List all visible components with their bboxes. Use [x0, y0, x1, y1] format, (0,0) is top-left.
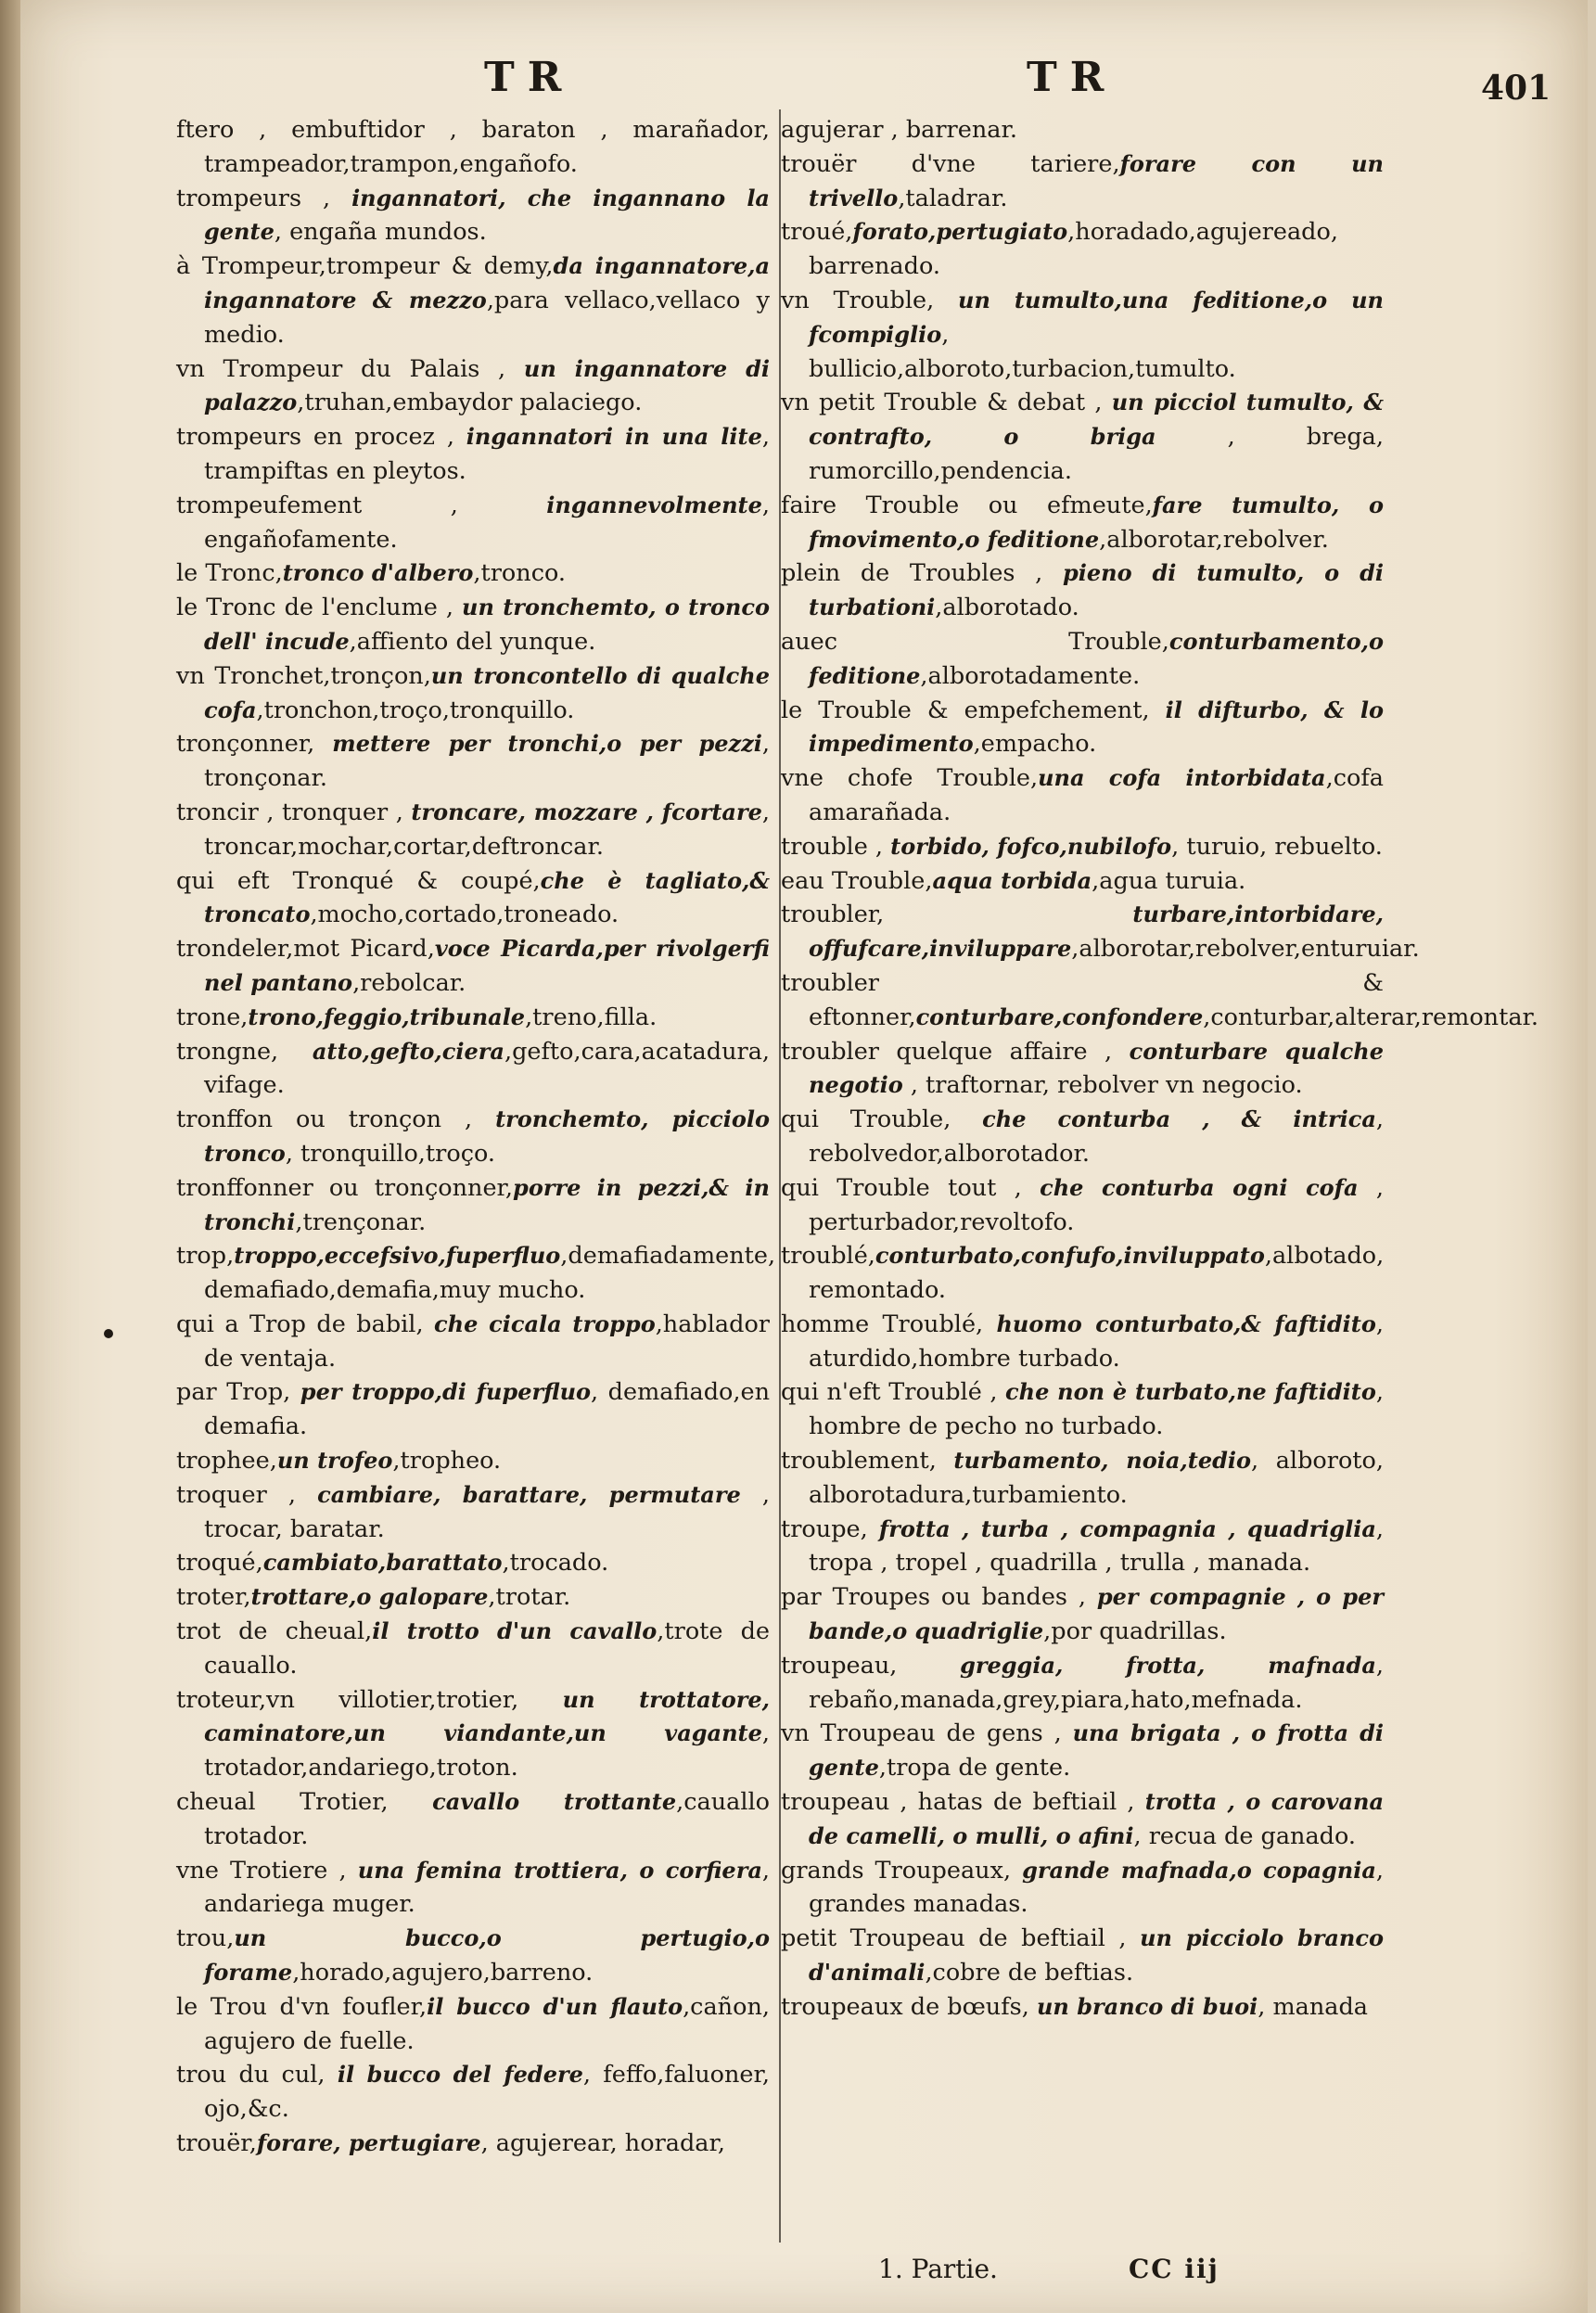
- entry-text: trouble ,: [781, 832, 891, 861]
- dictionary-entry: [176, 1546, 770, 1580]
- entry-text: trot de cheual,: [176, 1617, 373, 1646]
- entry-text: ,gefto,cara,acatadura, vifage.: [204, 1037, 770, 1100]
- italian-gloss: una brigata , o frotta di gente: [809, 1719, 1384, 1782]
- entry-text: , engaña mundos.: [274, 218, 487, 247]
- italian-gloss: che non è turbato,ne faftidito: [1005, 1378, 1376, 1406]
- italian-gloss: che cicala troppo: [434, 1310, 656, 1337]
- entry-text: qui n'eft Troublé ,: [781, 1378, 1006, 1407]
- entry-text: ,cañon, agujero de fuelle.: [204, 1992, 770, 2055]
- italian-gloss: il trotto d'un cavallo: [372, 1617, 658, 1645]
- entry-text: vne chofe Trouble,: [781, 764, 1039, 793]
- dictionary-entry: [176, 1922, 770, 1990]
- dictionary-entry: [781, 1444, 1384, 1513]
- entry-text: , trocar, baratar.: [204, 1480, 770, 1543]
- dictionary-entry: [781, 1239, 1384, 1308]
- entry-text: tronffon ou tronçon ,: [176, 1105, 496, 1134]
- entry-text: ,hablador de ventaja.: [204, 1310, 770, 1373]
- entry-text: ,tronchon,troço,tronquillo.: [256, 696, 575, 724]
- entry-text: , brega, rumorcillo,pendencia.: [809, 423, 1384, 485]
- italian-gloss: conturbamento,o feditione: [809, 627, 1384, 689]
- entry-text: ,taladrar.: [898, 184, 1008, 212]
- entry-text: , feffo,faluoner, ojo,&c.: [204, 2061, 770, 2124]
- entry-text: troupeaux de bœufs,: [781, 1992, 1037, 2021]
- entry-text: cheual Trotier,: [176, 1788, 433, 1817]
- italian-gloss: trotta , o carovana de camelli, o mulli, o afini: [809, 1788, 1385, 1849]
- entry-text: troteur,vn villotier,trotier,: [176, 1685, 563, 1714]
- entry-text: ,tropa de gente.: [878, 1754, 1071, 1783]
- entry-text: , grandes manadas.: [809, 1856, 1384, 1919]
- dictionary-entry: [176, 1001, 770, 1035]
- italian-gloss: trottare,o galopare: [250, 1583, 489, 1611]
- dictionary-entry: [176, 1375, 770, 1444]
- entry-text: par Trop,: [176, 1378, 300, 1407]
- entry-text: ,albotado, remontado.: [809, 1242, 1385, 1305]
- entry-text: trop,: [176, 1242, 235, 1271]
- entry-text: ftero , embuftidor , baraton , marañador, trampeador,trampon,engañofo.: [176, 116, 770, 178]
- entry-text: , agujerear, horadar,: [480, 2129, 725, 2158]
- dictionary-entry: [176, 1854, 770, 1923]
- dictionary-entry: [781, 1035, 1384, 1104]
- dictionary-entry: [781, 556, 1384, 625]
- entry-text: ,truhan,embaydor palaciego.: [297, 389, 643, 417]
- italian-gloss: turbare,intorbidare, offufcare,inviluppare: [809, 901, 1384, 963]
- entry-text: troublé,: [781, 1242, 875, 1271]
- entry-text: , tronçonar.: [204, 730, 770, 793]
- entry-text: troublement,: [781, 1447, 954, 1476]
- italian-gloss: torbido, fofco,nubilofo: [890, 832, 1172, 860]
- dictionary-entry: [781, 113, 1384, 147]
- entry-text: trouër d'vne tariere,: [781, 149, 1120, 178]
- dictionary-entry: [781, 1854, 1384, 1923]
- italian-gloss: grande mafnada,o copagnia: [1022, 1856, 1376, 1884]
- entry-text: tronffonner ou tronçonner,: [176, 1173, 514, 1202]
- entry-text: le Trouble & empefchement,: [781, 696, 1166, 724]
- left-column: [176, 113, 776, 2161]
- entry-text: , troncar,mochar,cortar,deftroncar.: [204, 798, 771, 861]
- entry-text: troquer ,: [176, 1480, 318, 1509]
- entry-text: troqué,: [176, 1549, 263, 1578]
- italian-gloss: un trofeo: [276, 1447, 393, 1475]
- italian-gloss: atto,gefto,ciera: [312, 1037, 504, 1065]
- italian-gloss: il bucco d'un flauto: [427, 1992, 683, 2020]
- entry-text: troubler quelque affaire ,: [781, 1037, 1130, 1066]
- dictionary-entry: [176, 591, 770, 659]
- entry-text: , rebolvedor,alborotador.: [809, 1105, 1385, 1168]
- dictionary-entry: [781, 1103, 1384, 1171]
- dictionary-entry: [781, 864, 1384, 899]
- entry-text: ,para vellaco,vellaco y medio.: [204, 286, 770, 349]
- entry-text: trompeufement ,: [176, 491, 547, 519]
- entry-text: ,conturbar,alterar,remontar.: [1203, 1003, 1539, 1031]
- entry-text: , traftornar, rebolver vn negocio.: [902, 1071, 1303, 1100]
- right-column: [781, 113, 1539, 2025]
- ink-blot: [104, 1329, 113, 1338]
- entry-text: qui Trouble tout ,: [781, 1173, 1041, 1202]
- italian-gloss: porre in pezzi,& in tronchi: [204, 1173, 770, 1235]
- entry-text: vn Troupeau de gens ,: [781, 1719, 1073, 1748]
- entry-text: ,alborotar,rebolver,enturuiar.: [1071, 935, 1420, 964]
- entry-text: ,trotar.: [488, 1583, 571, 1612]
- italian-gloss: un trottatore, caminatore,un viandante,un vagante: [204, 1685, 770, 1747]
- entry-text: ,alborotar,rebolver.: [1099, 525, 1329, 554]
- entry-text: vn Trouble,: [781, 286, 958, 314]
- entry-text: , alboroto, alborotadura,turbamiento.: [809, 1447, 1385, 1509]
- dictionary-entry: [781, 147, 1384, 216]
- dictionary-entry: [176, 249, 770, 351]
- dictionary-entry: [781, 1990, 1384, 2025]
- book-gutter-shadow: [0, 0, 20, 2313]
- gathering-mark: CC iij: [1129, 2254, 1219, 2284]
- entry-text: troupeau , hatas de beftiail ,: [781, 1788, 1145, 1817]
- running-head-left: TR: [484, 54, 575, 101]
- entry-text: ,trocado.: [502, 1549, 609, 1578]
- dictionary-entry: [176, 352, 770, 421]
- italian-gloss: ingannatori in una lite: [466, 423, 762, 451]
- dictionary-entry: [781, 898, 1420, 966]
- dictionary-entry: [176, 1785, 770, 1854]
- italian-gloss: ingannevolmente: [546, 491, 762, 518]
- dictionary-entry: [176, 113, 770, 182]
- italian-gloss: ingannatori, che ingannano la gente: [204, 184, 770, 246]
- entry-text: ,treno,filla.: [525, 1003, 658, 1031]
- entry-text: qui a Trop de babil,: [176, 1310, 435, 1338]
- dictionary-entry: [781, 966, 1539, 1035]
- dictionary-entry: [176, 932, 770, 1001]
- entry-text: trouër,: [176, 2129, 257, 2158]
- entry-text: qui eft Tronqué & coupé,: [176, 866, 541, 895]
- entry-text: trongne,: [176, 1037, 313, 1066]
- dictionary-entry: [176, 1035, 770, 1104]
- entry-text: ,por quadrillas.: [1043, 1617, 1227, 1646]
- entry-text: , bullicio,alboroto,turbacion,tumulto.: [809, 320, 1236, 383]
- entry-text: ,alborotado.: [935, 594, 1079, 622]
- dictionary-entry: [781, 215, 1384, 284]
- entry-text: vn petit Trouble & debat ,: [781, 389, 1112, 417]
- entry-text: ,horado,agujero,barreno.: [292, 1959, 594, 1987]
- entry-text: , demafiado,en demafia.: [204, 1378, 770, 1441]
- italian-gloss: mettere per tronchi,o per pezzi: [332, 730, 762, 758]
- dictionary-entry: [176, 182, 770, 250]
- dictionary-entry: [781, 694, 1384, 762]
- entry-text: ,horadado,agujereado, barrenado.: [809, 218, 1338, 281]
- entry-text: grands Troupeaux,: [781, 1856, 1023, 1885]
- italian-gloss: che è tagliato,& troncato: [204, 866, 770, 928]
- italian-gloss: troppo,eccefsivo,fuperfluo: [234, 1242, 561, 1270]
- dictionary-entry: [176, 1171, 770, 1240]
- entry-text: , perturbador,revoltofo.: [809, 1173, 1384, 1236]
- dictionary-entry: [781, 1922, 1384, 1990]
- entry-text: eau Trouble,: [781, 866, 933, 895]
- signature-mark: 1. Partie.: [878, 2254, 998, 2284]
- entry-text: à Trompeur,trompeur & demy,: [176, 252, 554, 281]
- dictionary-entry: [781, 625, 1384, 694]
- entry-text: ,alborotadamente.: [920, 661, 1141, 690]
- entry-text: ,trençonar.: [295, 1208, 427, 1236]
- italian-gloss: il bucco del federe: [337, 2061, 583, 2089]
- italian-gloss: forare con un trivello: [809, 149, 1385, 211]
- dictionary-entry: [781, 761, 1384, 830]
- entry-text: troupe,: [781, 1514, 879, 1543]
- dictionary-entry: [781, 1717, 1384, 1785]
- italian-gloss: tronco d'albero: [282, 559, 474, 587]
- italian-gloss: conturbare,confondere: [915, 1003, 1204, 1030]
- italian-gloss: per compagnie , o per bande,o quadriglie: [809, 1583, 1384, 1645]
- italian-gloss: il difturbo, & lo impedimento: [809, 696, 1384, 758]
- entry-text: ,cofa amarañada.: [809, 764, 1384, 826]
- dictionary-entry: [781, 1580, 1384, 1649]
- dictionary-entry: [176, 1683, 770, 1785]
- entry-text: ,rebolcar.: [352, 968, 466, 997]
- dictionary-entry: [781, 1375, 1384, 1444]
- italian-gloss: che conturba ogni cofa: [1040, 1173, 1359, 1201]
- dictionary-entry: [781, 489, 1384, 557]
- running-head-right: TR: [1027, 54, 1117, 101]
- entry-text: ,tropheo.: [392, 1447, 502, 1476]
- dictionary-entry: [176, 1239, 776, 1308]
- entry-text: , tronquillo,troço.: [285, 1139, 495, 1168]
- entry-text: agujerar , barrenar.: [781, 116, 1017, 144]
- entry-text: plein de Troubles ,: [781, 559, 1063, 588]
- entry-text: trompeurs ,: [176, 184, 352, 212]
- dictionary-entry: [781, 1308, 1384, 1376]
- dictionary-entry: [781, 1785, 1384, 1854]
- dictionary-entry: [781, 386, 1384, 488]
- italian-gloss: greggia, frotta, mafnada: [960, 1651, 1376, 1679]
- entry-text: , aturdido,hombre turbado.: [809, 1310, 1384, 1373]
- dictionary-entry: [176, 864, 770, 933]
- entry-text: , trotador,andariego,troton.: [204, 1719, 770, 1783]
- entry-text: vn Trompeur du Palais ,: [176, 354, 524, 383]
- dictionary-entry: [781, 1171, 1384, 1240]
- entry-text: faire Trouble ou efmeute,: [781, 491, 1153, 519]
- entry-text: auec Trouble,: [781, 627, 1169, 656]
- italian-gloss: un picciol tumulto, & contrafto, o briga: [809, 389, 1384, 451]
- italian-gloss: una femina trottiera, o corfiera: [357, 1856, 762, 1884]
- dictionary-entry: [176, 1580, 770, 1615]
- dictionary-entry: [176, 556, 770, 591]
- page-number: 401: [1481, 69, 1551, 108]
- dictionary-entry: [781, 284, 1384, 386]
- entry-text: vne Trotiere ,: [176, 1856, 358, 1885]
- italian-gloss: per troppo,di fuperfluo: [300, 1378, 592, 1406]
- entry-text: , trampiftas en pleytos.: [204, 423, 770, 485]
- italian-gloss: huomo conturbato,& faftidito: [996, 1310, 1376, 1337]
- italian-gloss: un ingannatore di palazzo: [204, 354, 770, 416]
- italian-gloss: troncheтto, picciolo tronco: [204, 1105, 770, 1167]
- dictionary-entry: [176, 659, 770, 728]
- entry-text: , manada: [1258, 1992, 1368, 2021]
- entry-text: trondeler,mot Picard,: [176, 935, 435, 964]
- entry-text: ,affiento del yunque.: [349, 627, 596, 656]
- entry-text: troubler & eftonner,: [781, 968, 1384, 1031]
- entry-text: troubler,: [781, 901, 1133, 929]
- dictionary-entry: [176, 796, 770, 864]
- italian-gloss: aqua torbida: [932, 866, 1092, 894]
- italian-gloss: un bucco,o pertugio,o forame: [204, 1924, 770, 1987]
- italian-gloss: una cofa intorbidata: [1038, 764, 1326, 792]
- entry-text: troupeau,: [781, 1651, 961, 1680]
- entry-text: ,empacho.: [973, 730, 1097, 759]
- entry-text: , andariega muger.: [204, 1856, 771, 1919]
- dictionary-entry: [781, 830, 1384, 864]
- italian-gloss: da ingannatore,a ingannatore & mezzo: [204, 252, 771, 313]
- entry-text: le Trou d'vn foufler,: [176, 1992, 428, 2021]
- dictionary-entry: [176, 2127, 770, 2161]
- dictionary-entry: [176, 1444, 770, 1478]
- entry-text: le Tronc de l'enclume ,: [176, 594, 463, 622]
- entry-text: petit Troupeau de beftiail ,: [781, 1924, 1141, 1953]
- italian-gloss: troncare, mozzare , fcortare: [411, 798, 762, 825]
- entry-text: troué,: [781, 218, 853, 247]
- entry-text: le Tronc,: [176, 559, 283, 588]
- entry-text: ,tronco.: [473, 559, 566, 588]
- dictionary-entry: [176, 1308, 770, 1376]
- italian-gloss: forato,pertugiato: [852, 218, 1068, 246]
- entry-text: tronçonner,: [176, 730, 333, 759]
- italian-gloss: pieno di tumulto, o di turbationi: [809, 559, 1384, 621]
- italian-gloss: voce Picarda,per rivolgerfi nel pantano: [204, 935, 770, 996]
- entry-text: , engañofamente.: [204, 491, 770, 554]
- entry-text: trophee,: [176, 1447, 277, 1476]
- dictionary-entry: [176, 727, 770, 796]
- italian-gloss: cavallo trottante: [432, 1788, 677, 1816]
- entry-text: ,trote de cauallo.: [204, 1617, 770, 1680]
- italian-gloss: cambiato,barattato: [262, 1549, 503, 1577]
- dictionary-entry: [176, 1990, 770, 2059]
- italian-gloss: turbamento, noia,tedio: [953, 1447, 1252, 1475]
- entry-text: trou du cul,: [176, 2061, 338, 2089]
- italian-gloss: un tumulto,una feditione,o un fcompiglio: [809, 286, 1384, 348]
- italian-gloss: fare tumulto, o fmovimento,o feditione: [809, 491, 1385, 553]
- entry-text: par Troupes ou bandes ,: [781, 1583, 1097, 1612]
- dictionary-entry: [176, 1615, 770, 1683]
- entry-text: homme Troublé,: [781, 1310, 997, 1338]
- entry-text: qui Trouble,: [781, 1105, 983, 1134]
- entry-text: troter,: [176, 1583, 251, 1612]
- entry-text: , recua de ganado.: [1133, 1821, 1357, 1850]
- entry-text: ,cauallo trotador.: [204, 1788, 771, 1850]
- entry-text: ,cobre de beftias.: [925, 1959, 1134, 1987]
- entry-text: trou,: [176, 1924, 235, 1953]
- italian-gloss: un branco di buoi: [1036, 1992, 1258, 2020]
- italian-gloss: conturbare qualche negotio: [809, 1037, 1384, 1099]
- dictionary-entry: [176, 1478, 770, 1547]
- entry-text: trone,: [176, 1003, 249, 1031]
- italian-gloss: un troncontello di qualche cofa: [204, 661, 770, 723]
- italian-gloss: frotta , turba , compagnia , quadriglia: [878, 1514, 1376, 1542]
- dictionary-entry: [176, 420, 770, 489]
- italian-gloss: un troncheтto, o tronco dell' incude: [204, 594, 770, 655]
- entry-text: , rebaño,manada,grey,piara,hato,mefnada.: [809, 1651, 1384, 1714]
- italian-gloss: un picciolo branco d'animali: [809, 1924, 1384, 1987]
- entry-text: , turuio, rebuelto.: [1171, 832, 1383, 861]
- entry-text: , tropa , tropel , quadrilla , trulla , manada.: [809, 1514, 1385, 1578]
- entry-text: , hombre de pecho no turbado.: [809, 1378, 1384, 1441]
- italian-gloss: cambiare, barattare, permutare: [317, 1480, 741, 1508]
- entry-text: troncir , tronquer ,: [176, 798, 412, 826]
- dictionary-entry: [781, 1513, 1384, 1581]
- dictionary-entry: [176, 489, 770, 557]
- entry-text: vn Tronchet,tronçon,: [176, 661, 431, 690]
- entry-text: ,agua turuia.: [1092, 866, 1246, 895]
- italian-gloss: conturbato,confufo,inviluppato: [875, 1242, 1265, 1270]
- italian-gloss: che conturba , & intrica: [982, 1105, 1376, 1133]
- dictionary-entry: [176, 1103, 770, 1171]
- italian-gloss: forare, pertugiare: [256, 2129, 481, 2157]
- dictionary-entry: [781, 1649, 1384, 1718]
- entry-text: trompeurs en procez ,: [176, 423, 466, 452]
- italian-gloss: trono,feggio,tribunale: [248, 1003, 526, 1030]
- entry-text: ,demafiadamente, demafiado,demafia,muy mucho.: [204, 1242, 776, 1305]
- book-page: [20, 0, 1588, 2313]
- entry-text: ,mocho,cortado,troneado.: [310, 901, 619, 929]
- dictionary-entry: [176, 2058, 770, 2127]
